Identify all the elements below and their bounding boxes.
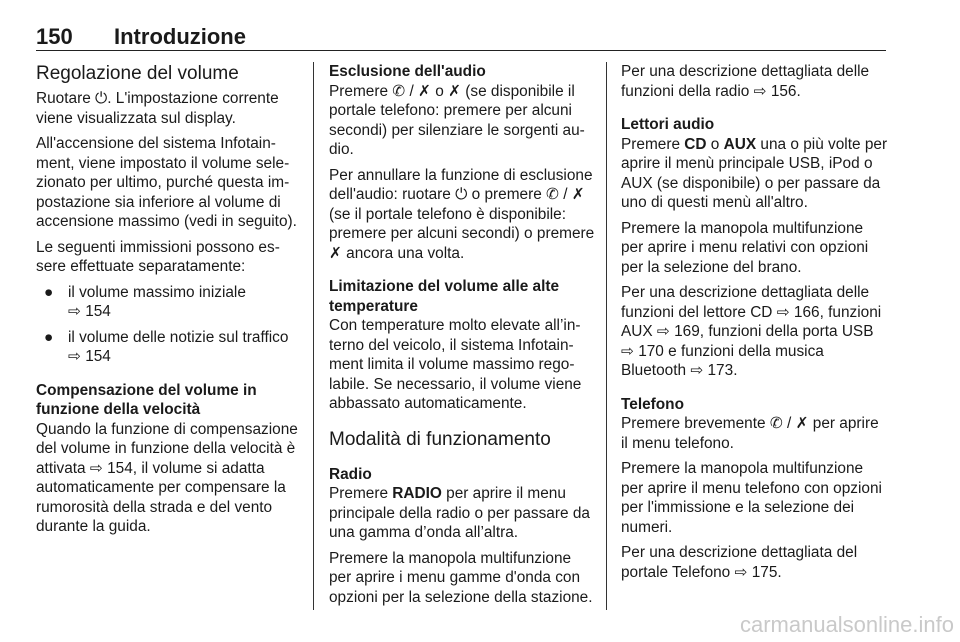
page-ref: 170: [638, 342, 664, 360]
page-ref: 154: [107, 459, 133, 477]
paragraph: Premere CD o AUX una o più volte per aprire il menù principale USB, iPod o AUX (se disponibile) o per passare da uno di questi menù all'altro.: [621, 135, 888, 211]
paragraph: Premere brevemente ✆ / ✗ per aprire il menu telefono.: [621, 415, 879, 452]
mute-icon: ✗: [329, 244, 342, 262]
page-ref: 156: [770, 82, 797, 100]
knob-icon: ⏻: [95, 90, 108, 107]
subheading-speed-compensation: Compensazione del volume in funzione della velocità: [36, 381, 257, 418]
column-2: [329, 62, 595, 613]
page-ref: 169: [674, 323, 700, 340]
paragraph: Premere la manopola multifunzione per aprire il menu telefono con opzioni per l'immissione e la selezione dei numeri.: [621, 460, 882, 536]
paragraph: Per una descrizione dettagliata delle funzioni del lettore CD ⇨ 166, funzioni AUX ⇨ 169, funzioni della porta USB ⇨ 170 e funzioni della musica Bluetooth ⇨ 173.: [621, 284, 882, 379]
aux-button-label: AUX: [723, 135, 757, 153]
paragraph: Con temperature molto elevate all’interno del veicolo, il sistema Infotainment limita il volume massimo regolabile. Se necessario, il volume viene abbassato automaticamente.: [329, 317, 582, 412]
mute-icon: ✗: [571, 186, 585, 203]
subheading-mute: Esclusione dell'audio: [329, 63, 486, 80]
section-heading-modes: Modalità di funzionamento: [329, 428, 551, 450]
page-ref-arrow-icon: ⇨: [753, 82, 767, 100]
paragraph: Premere la manopola multifunzione per aprire i menu gamme d'onda con opzioni per la selezione della stazione.: [329, 549, 593, 606]
bullet-list: [36, 283, 302, 367]
radio-button-label: RADIO: [392, 485, 442, 502]
subheading-audio-players: Lettori audio: [621, 116, 715, 133]
chapter-title: Introduzione: [114, 24, 246, 49]
list-item: ● il volume massimo iniziale ⇨ 154: [44, 283, 246, 320]
paragraph: Premere ✆ / ✗ o ✗ (se disponibile il portale telefono: premere per alcuni secondi) per silenziare le sorgenti audio.: [329, 82, 585, 158]
page-ref: 154: [85, 303, 111, 320]
bullet-icon: ●: [44, 283, 54, 301]
paragraph: Per annullare la funzione di esclusione dell'audio: ruotare ⏻ o premere ✆ / ✗ (se il portale telefono è disponibile: premere per alcuni secondi) o premere ✗ ancora una volta.: [329, 166, 595, 262]
page-ref-arrow-icon: ⇨: [656, 323, 670, 340]
paragraph: Premere RADIO per aprire il menu principale della radio o per passare da una gamma d’onda all’altra.: [329, 485, 590, 541]
page-ref-arrow-icon: ⇨: [621, 342, 634, 360]
phone-icon: ✆: [769, 415, 783, 432]
phone-icon: ✆: [392, 82, 406, 100]
page-ref-arrow-icon: ⇨: [734, 563, 748, 581]
page-ref: 166: [793, 303, 820, 321]
subheading-phone: Telefono: [621, 395, 684, 413]
page-ref-arrow-icon: ⇨: [68, 303, 81, 320]
cd-button-label: CD: [684, 135, 707, 153]
bullet-icon: ●: [44, 328, 54, 346]
column-3: [621, 62, 889, 588]
page-header: [36, 24, 886, 51]
paragraph: All'accensione del sistema Infotainment, viene impostato il volume selezionato per ultimo, purché questa impostazione sia inferiore al volume di accensione massimo (vedi in seguito).: [36, 135, 297, 230]
page-ref-arrow-icon: ⇨: [690, 362, 704, 379]
section-heading-volume: Regolazione del volume: [36, 63, 239, 84]
column-divider: [313, 62, 314, 610]
mute-icon: ✗: [448, 82, 461, 100]
paragraph: Ruotare ⏻. L'impostazione corrente viene visualizzata sul display.: [36, 90, 279, 127]
knob-icon: ⏻: [455, 186, 468, 203]
page-ref-arrow-icon: ⇨: [776, 303, 790, 321]
mute-icon: ✗: [795, 415, 809, 432]
phone-icon: ✆: [546, 186, 559, 203]
list-item: ● il volume delle notizie sul traffico ⇨ 154: [44, 328, 289, 365]
watermark: carmanualsonline.info: [739, 612, 954, 637]
page-ref: 154: [85, 348, 111, 365]
subheading-radio: Radio: [329, 465, 372, 483]
paragraph: Quando la funzione di compensazione del volume in funzione della velocità è attivata ⇨ 154, il volume si adatta automaticamente per compensare la rumorosità della strada e del vento durante la guida.: [36, 420, 298, 535]
page-ref-arrow-icon: ⇨: [68, 348, 81, 365]
paragraph: Premere la manopola multifunzione per aprire i menu relativi con opzioni per la selezione del brano.: [621, 219, 869, 276]
subheading-temperature: Limitazione del volume alle alte temperature: [329, 278, 560, 315]
mute-icon: ✗: [418, 82, 431, 100]
page-ref: 173: [707, 362, 734, 379]
column-divider: [606, 62, 607, 610]
page-ref-arrow-icon: ⇨: [89, 459, 103, 477]
paragraph: Per una descrizione dettagliata del portale Telefono ⇨ 175.: [621, 544, 858, 581]
paragraph: Per una descrizione dettagliata delle funzioni della radio ⇨ 156.: [621, 63, 870, 100]
column-1: [36, 62, 302, 543]
page-ref: 175: [751, 563, 778, 581]
paragraph: Le seguenti immissioni possono essere effettuate separatamente:: [36, 238, 280, 275]
page-number: 150: [36, 24, 73, 49]
